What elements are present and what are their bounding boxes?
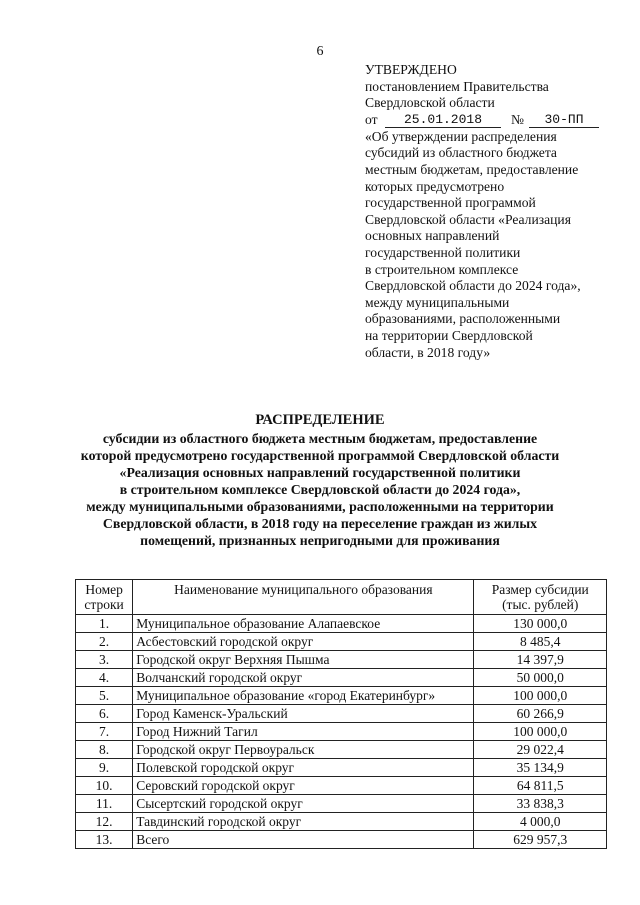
- subsidy-amount-cell: 35 134,9: [474, 759, 607, 777]
- subsidy-amount-cell: 33 838,3: [474, 795, 607, 813]
- table-row: [76, 795, 607, 813]
- header-text: Номер: [85, 582, 123, 597]
- document-title: [0, 412, 640, 549]
- row-number-cell: 3.: [76, 651, 133, 669]
- approval-title-line: Свердловской области «Реализация: [365, 211, 571, 227]
- table-row: [76, 615, 607, 633]
- approval-stamp: [365, 62, 635, 361]
- table-row: [76, 741, 607, 759]
- municipality-cell: Серовский городской округ: [133, 777, 474, 795]
- subsidy-amount-cell: 8 485,4: [474, 633, 607, 651]
- subsidy-amount-cell: 60 266,9: [474, 705, 607, 723]
- subsidy-table: [75, 579, 607, 849]
- date-prefix: от: [365, 111, 378, 127]
- subsidy-amount-cell: 50 000,0: [474, 669, 607, 687]
- header-text: строки: [84, 597, 124, 612]
- row-number-cell: 11.: [76, 795, 133, 813]
- row-number-cell: 10.: [76, 777, 133, 795]
- header-row-number: [76, 580, 133, 615]
- header-text: Размер субсидии: [491, 582, 589, 597]
- subsidy-amount-cell: 64 811,5: [474, 777, 607, 795]
- approval-title-line: субсидий из областного бюджета: [365, 145, 557, 161]
- title-line: Свердловской области, в 2018 году на переселение граждан из жилых: [102, 516, 538, 531]
- approval-date-line: [365, 112, 635, 129]
- number-prefix: №: [511, 111, 524, 127]
- header-text: (тыс. рублей): [502, 597, 579, 612]
- row-number-cell: 13.: [76, 831, 133, 849]
- subsidy-amount-cell: 629 957,3: [474, 831, 607, 849]
- approval-heading: УТВЕРЖДЕНО: [365, 62, 457, 77]
- approval-title-line: основных направлений: [365, 228, 500, 244]
- approval-date: 25.01.2018: [385, 113, 501, 128]
- approval-title-line: Свердловской области до 2024 года»,: [365, 278, 581, 294]
- approval-title-line: которых предусмотрено: [365, 178, 505, 194]
- title-line: помещений, признанных непригодными для проживания: [140, 533, 500, 548]
- title-heading: РАСПРЕДЕЛЕНИЕ: [255, 412, 385, 428]
- row-number-cell: 1.: [76, 615, 133, 633]
- table-row: [76, 831, 607, 849]
- table-row: [76, 705, 607, 723]
- subsidy-amount-cell: 130 000,0: [474, 615, 607, 633]
- municipality-cell: Городской округ Верхняя Пышма: [133, 651, 474, 669]
- municipality-cell: Волчанский городской округ: [133, 669, 474, 687]
- title-line: «Реализация основных направлений государственной политики: [119, 465, 521, 480]
- title-line: между муниципальными образованиями, расположенными на территории: [86, 499, 554, 514]
- title-line: которой предусмотрено государственной программой Свердловской области: [80, 448, 560, 463]
- page-number: 6: [316, 44, 324, 59]
- subsidy-amount-cell: 29 022,4: [474, 741, 607, 759]
- row-number-cell: 12.: [76, 813, 133, 831]
- table-row: [76, 723, 607, 741]
- title-line: в строительном комплексе Свердловской области до 2024 года»,: [119, 482, 521, 497]
- approval-line: Свердловской области: [365, 95, 495, 111]
- subsidy-amount-cell: 100 000,0: [474, 723, 607, 741]
- row-number-cell: 2.: [76, 633, 133, 651]
- approval-title-line: образованиями, расположенными: [365, 311, 561, 327]
- approval-number: 30-ПП: [529, 113, 599, 128]
- row-number-cell: 4.: [76, 669, 133, 687]
- approval-title-line: государственной программой: [365, 195, 536, 211]
- approval-title-line: на территории Свердловской: [365, 327, 533, 343]
- municipality-cell: Город Каменск-Уральский: [133, 705, 474, 723]
- municipality-cell: Тавдинский городской округ: [133, 813, 474, 831]
- row-number-cell: 5.: [76, 687, 133, 705]
- table-row: [76, 651, 607, 669]
- table-header-row: [76, 580, 607, 615]
- municipality-cell: Всего: [133, 831, 474, 849]
- table-row: [76, 669, 607, 687]
- subsidy-amount-cell: 100 000,0: [474, 687, 607, 705]
- table-row: [76, 813, 607, 831]
- municipality-cell: Муниципальное образование «город Екатеринбург»: [133, 687, 474, 705]
- approval-title-line: области, в 2018 году»: [365, 344, 491, 360]
- subsidy-amount-cell: 4 000,0: [474, 813, 607, 831]
- table-row: [76, 759, 607, 777]
- table-body: [76, 615, 607, 849]
- title-line: субсидии из областного бюджета местным бюджетам, предоставление: [102, 431, 538, 446]
- municipality-cell: Полевской городской округ: [133, 759, 474, 777]
- header-municipality: Наименование муниципального образования: [133, 580, 474, 615]
- municipality-cell: Муниципальное образование Алапаевское: [133, 615, 474, 633]
- approval-line: постановлением Правительства: [365, 78, 549, 94]
- approval-title-line: в строительном комплексе: [365, 261, 519, 277]
- municipality-cell: Асбестовский городской округ: [133, 633, 474, 651]
- subsidy-amount-cell: 14 397,9: [474, 651, 607, 669]
- table-row: [76, 633, 607, 651]
- approval-title-line: «Об утверждении распределения: [365, 128, 557, 144]
- table-row: [76, 687, 607, 705]
- row-number-cell: 8.: [76, 741, 133, 759]
- approval-title-line: между муниципальными: [365, 294, 510, 310]
- approval-title: [365, 129, 635, 361]
- row-number-cell: 9.: [76, 759, 133, 777]
- approval-title-line: государственной политики: [365, 244, 521, 260]
- municipality-cell: Сысертский городской округ: [133, 795, 474, 813]
- approval-title-line: местным бюджетам, предоставление: [365, 161, 579, 177]
- title-subtitle: [0, 430, 640, 549]
- municipality-cell: Город Нижний Тагил: [133, 723, 474, 741]
- header-subsidy-amount: [474, 580, 607, 615]
- row-number-cell: 6.: [76, 705, 133, 723]
- row-number-cell: 7.: [76, 723, 133, 741]
- municipality-cell: Городской округ Первоуральск: [133, 741, 474, 759]
- table-row: [76, 777, 607, 795]
